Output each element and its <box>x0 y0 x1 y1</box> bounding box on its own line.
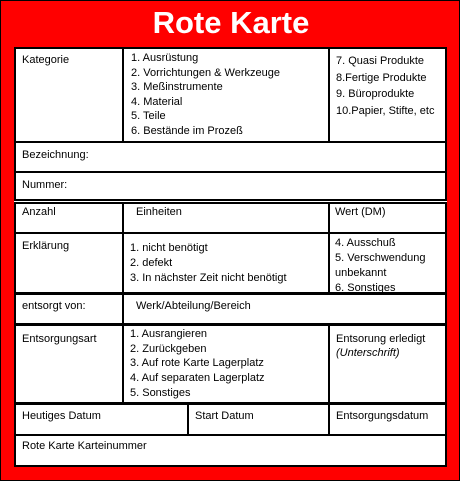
kartennummer-row <box>14 434 447 467</box>
erklaerung-options-list <box>130 241 287 286</box>
heutiges-datum-cell <box>16 405 187 434</box>
wert-label: Wert (DM) <box>335 206 386 218</box>
entsorgt-value: Werk/Abteilung/Bereich <box>136 300 251 312</box>
kategorie-options-list <box>131 51 280 138</box>
erklaerung-option: 4. Ausschuß <box>335 237 396 249</box>
entsorgung-erledigt-label: Entsorung erledigt <box>336 333 426 345</box>
entsorgt-label-cell <box>16 295 122 323</box>
entsorgungsdatum-cell <box>328 405 445 434</box>
kategorie-option: 6. Bestände im Prozeß <box>131 124 243 137</box>
kategorie-option: 7. Quasi Produkte <box>336 55 425 67</box>
bezeichnung-row <box>14 141 447 173</box>
entsorgungsart-row <box>14 324 447 404</box>
entsorgungsart-label-cell <box>16 326 122 402</box>
kartennummer-label: Rote Karte Karteinummer <box>22 440 147 452</box>
anzahl-cell <box>16 204 122 232</box>
datum-row <box>14 403 447 436</box>
entsorgt-label: entsorgt von: <box>22 300 86 312</box>
kategorie-option: 3. Meßinstrumente <box>131 81 223 93</box>
card-title: Rote Karte <box>152 5 310 40</box>
erklaerung-option: 1. nicht benötigt <box>130 242 208 254</box>
entsorgt-value-cell <box>122 295 445 323</box>
entsorgungsart-options-cell <box>122 326 328 402</box>
bezeichnung-label: Bezeichnung: <box>22 149 89 161</box>
heutiges-datum-label: Heutiges Datum <box>22 410 101 422</box>
nummer-row <box>14 171 447 201</box>
kategorie-options-list-2 <box>336 53 434 119</box>
entsorgt-row <box>14 293 447 325</box>
erklaerung-options-cell-2 <box>328 234 445 292</box>
erklaerung-options-cell <box>122 234 328 292</box>
kategorie-options-cell-2 <box>328 49 445 141</box>
entsorgungsart-option: 4. Auf separaten Lagerplatz <box>130 372 265 385</box>
kategorie-label: Kategorie <box>22 54 70 66</box>
anzahl-row <box>14 202 447 234</box>
einheiten-cell <box>122 204 328 232</box>
start-datum-cell <box>187 405 328 434</box>
erklaerung-option: 6. Sonstiges <box>335 282 396 292</box>
erklaerung-label-cell <box>16 234 122 292</box>
kategorie-option: 8.Fertige Produkte <box>336 71 427 84</box>
kategorie-option: 1. Ausrüstung <box>131 52 199 64</box>
tag-form <box>14 47 447 467</box>
kategorie-option: 2. Vorrichtungen & Werkzeuge <box>131 66 280 79</box>
erklaerung-options-list-2 <box>335 236 426 292</box>
kategorie-option: 10.Papier, Stifte, etc <box>336 104 435 117</box>
kategorie-label-cell <box>16 49 122 141</box>
erklaerung-label: Erklärung <box>22 240 70 252</box>
erklaerung-row <box>14 232 447 294</box>
einheiten-label: Einheiten <box>136 206 182 218</box>
start-datum-label: Start Datum <box>195 410 254 422</box>
nummer-label: Nummer: <box>22 179 68 191</box>
entsorgungsart-label: Entsorgungsart <box>22 333 97 345</box>
erklaerung-option: 5. Verschwendung <box>335 252 426 264</box>
erklaerung-option: 3. In nächster Zeit nicht benötigt <box>130 272 287 284</box>
wert-cell <box>328 204 445 232</box>
entsorgungsart-option: 5. Sonstiges <box>130 386 191 399</box>
kategorie-option: 5. Teile <box>131 110 166 122</box>
kategorie-option: 4. Material <box>131 95 183 108</box>
entsorgung-erledigt-cell <box>328 326 445 402</box>
unterschrift-hint: (Unterschrift) <box>336 347 400 359</box>
entsorgungsart-option: 3. Auf rote Karte Lagerplatz <box>130 357 264 370</box>
entsorgungsart-option: 1. Ausrangieren <box>130 328 208 340</box>
entsorgungsart-options-list <box>130 327 265 401</box>
kategorie-row <box>14 47 447 143</box>
erklaerung-option: 2. defekt <box>130 257 173 269</box>
anzahl-label: Anzahl <box>22 206 56 218</box>
kategorie-options-cell <box>122 49 328 141</box>
erklaerung-option: unbekannt <box>335 267 387 279</box>
entsorgungsdatum-label: Entsorgungsdatum <box>336 410 429 422</box>
kategorie-option: 9. Büroprodukte <box>336 88 415 100</box>
entsorgungsart-option: 2. Zurückgeben <box>130 342 207 355</box>
